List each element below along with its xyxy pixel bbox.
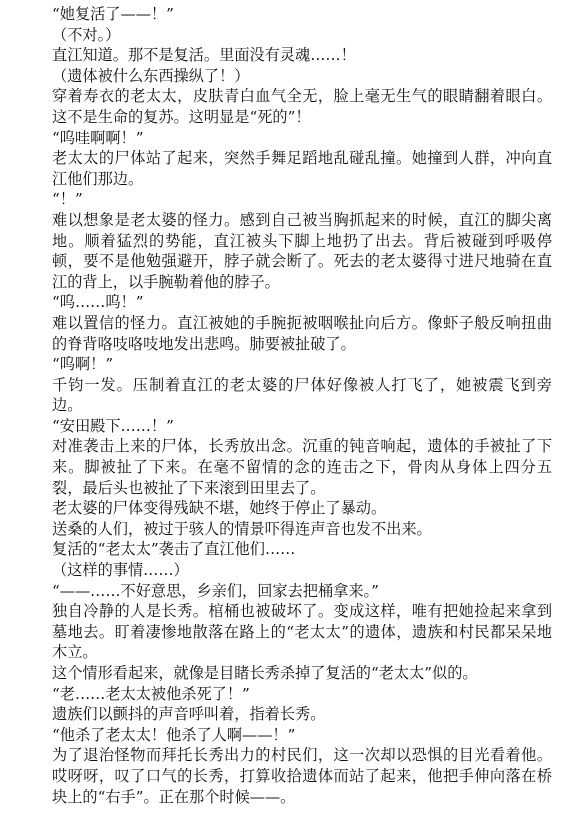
paragraph: “他杀了老太太！他杀了人啊——！” — [52, 725, 296, 744]
paragraph: 为了退治怪物而拜托长秀出力的村民们，这一次却以恐惧的目光看着他。哎呀呀，叹了口气的长秀，打算收拾遗体而站了起来，他把手伸向落在桥块上的“右手”。正在那个时候——。 — [52, 746, 552, 806]
paragraph: “呜哇啊啊！” — [52, 128, 144, 147]
document-page — [52, 4, 552, 807]
paragraph: 老太太的尸体站了起来，突然手舞足蹈地乱碰乱撞。她撞到人群，冲向直江他们那边。 — [52, 149, 552, 188]
paragraph: “——……不好意思，乡亲们，回家去把桶拿来。” — [52, 581, 379, 600]
paragraph: 遗族们以颤抖的声音呼叫着，指着长秀。 — [52, 705, 326, 724]
paragraph: （不对。） — [52, 25, 121, 44]
paragraph: “老……老太太被他杀死了！” — [52, 684, 250, 703]
paragraph: 对准袭击上来的尸体，长秀放出念。沉重的钝音响起，遗体的手被扯了下来。脚被扯了下来。在毫不留情的念的连击之下，骨肉从身体上四分五裂，最后头也被扯了下来滚到田里去了。 — [52, 437, 552, 497]
paragraph: 老太婆的尸体变得残缺不堪，她终于停止了暴动。 — [52, 499, 387, 518]
paragraph: 复活的“老太太”袭击了直江他们…… — [52, 540, 296, 559]
paragraph: “呜啊！” — [52, 355, 114, 374]
paragraph: 直江知道。那不是复活。里面没有灵魂……！ — [52, 46, 356, 65]
paragraph: “安田殿下……！” — [52, 416, 174, 435]
paragraph: 难以置信的怪力。直江被她的手腕扼被咽喉扯向后方。像虾子般反响扭曲的脊背咯吱咯吱地发出悲鸣。肺要被扯破了。 — [52, 313, 552, 353]
paragraph: 难以想象是老太婆的怪力。感到自己被当胸抓起来的时候，直江的脚尖离地。顺着猛烈的势能，直江被头下脚上地扔了出去。背后被碰到呼吸停顿，要不是他勉强避开，脖子就会断了。死去的老太婆得寸进尺地骑在直江的背上，以手腕勒着他的脖子。 — [52, 210, 552, 291]
paragraph: 千钧一发。压制着直江的老太婆的尸体好像被人打飞了，她被震飞到旁边。 — [52, 375, 552, 415]
paragraph: “呜……呜！” — [52, 293, 144, 312]
paragraph: （这样的事情……） — [52, 561, 189, 580]
paragraph: 独自冷静的人是长秀。棺桶也被破坏了。变成这样，唯有把她捡起来拿到墓地去。盯着凄惨地散落在路上的“老太太”的遗体，遗族和村民都呆呆地木立。 — [52, 602, 552, 662]
paragraph: 送桑的人们，被过于骇人的情景吓得连声音也发不出来。 — [52, 519, 432, 538]
paragraph: 穿着寿衣的老太太，皮肤青白血气全无，脸上毫无生气的眼睛翻着眼白。这不是生命的复苏。这明显是“死的”！ — [52, 87, 552, 126]
paragraph: 这个情形看起来，就像是目睹长秀杀掉了复活的“老太太”似的。 — [52, 664, 478, 682]
paragraph: “！” — [52, 190, 83, 209]
paragraph: （遗体被什么东西操纵了！） — [52, 66, 250, 85]
paragraph: “她复活了——！” — [52, 5, 174, 23]
